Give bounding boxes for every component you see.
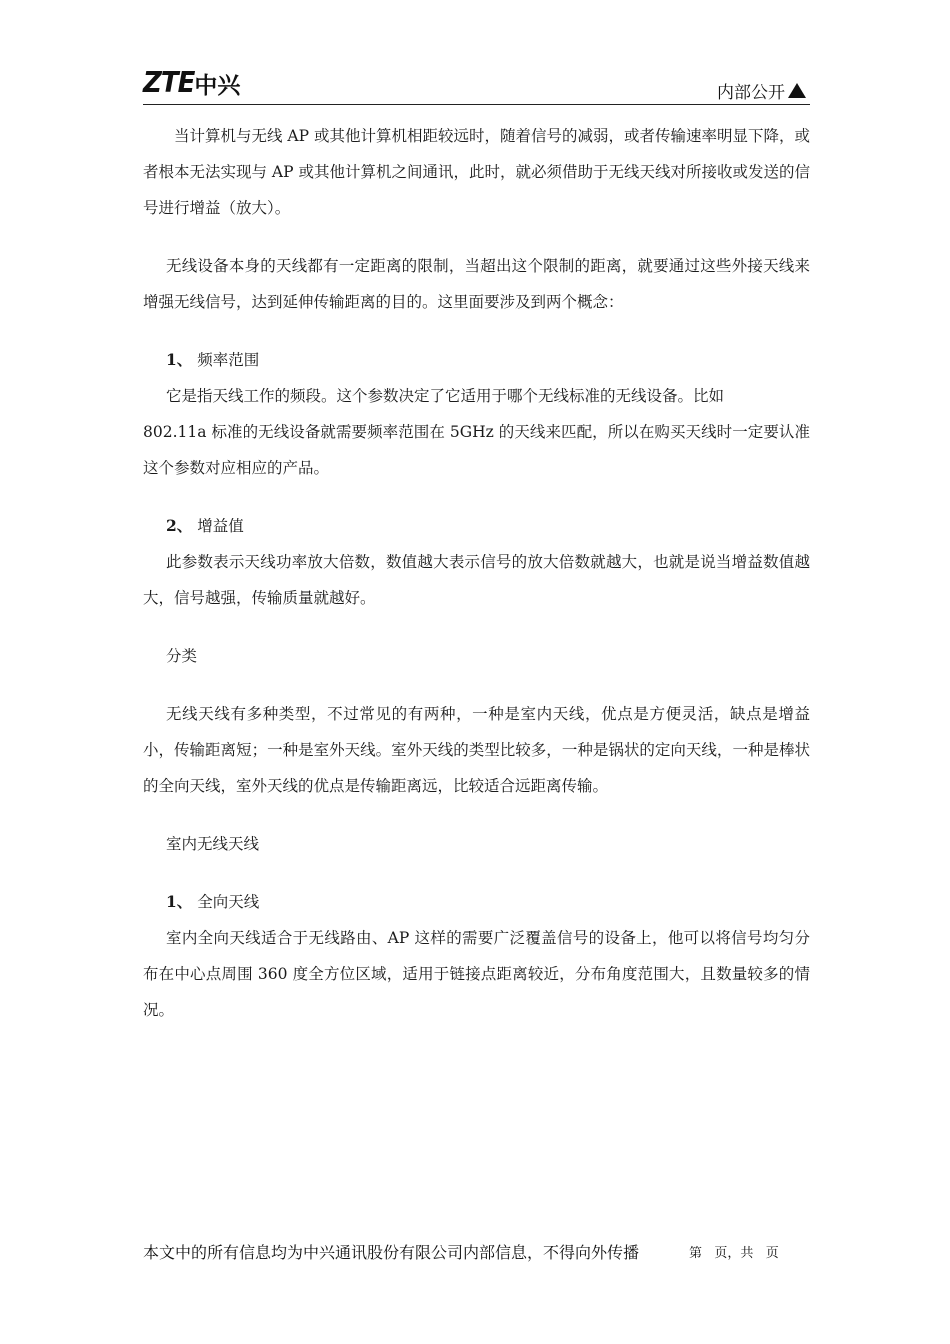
triangle-icon xyxy=(788,83,806,98)
item-title: 频率范围 xyxy=(197,351,260,369)
item-heading-omni xyxy=(143,884,810,920)
logo-cjk-text: 中兴 xyxy=(194,72,241,99)
zte-logo xyxy=(143,68,240,98)
paragraph-gain: 此参数表示天线功率放大倍数，数值越大表示信号的放大倍数就越大，也就是说当增益数值越大，信号越强，传输质量就越好。 xyxy=(143,553,810,607)
paragraph-omni: 室内全向天线适合于无线路由、AP 这样的需要广泛覆盖信号的设备上，他可以将信号均匀分布在中心点周围 360 度全方位区域，适用于链接点距离较近，分布角度范围大，且数量较多的情况。 xyxy=(143,929,810,1019)
page-number: 第 页，共 页 xyxy=(689,1246,779,1261)
item-heading-gain xyxy=(143,508,810,544)
footer-notice: 本文中的所有信息均为中兴通讯股份有限公司内部信息，不得向外传播 xyxy=(143,1243,640,1262)
paragraph-range-limit: 无线设备本身的天线都有一定距离的限制，当超出这个限制的距离，就要通过这些外接天线来增强无线信号，达到延伸传输距离的目的。这里面要涉及到两个概念： xyxy=(143,257,810,311)
paragraph-frequency-a: 它是指天线工作的频段。这个参数决定了它适用于哪个无线标准的无线设备。比如 xyxy=(166,387,725,405)
header-divider xyxy=(143,104,810,105)
section-heading-indoor: 室内无线天线 xyxy=(166,835,260,853)
section-heading-classification: 分类 xyxy=(166,647,198,665)
page-header xyxy=(143,66,810,106)
document-body xyxy=(143,118,810,1028)
page-footer xyxy=(143,1240,810,1263)
paragraph-intro: 当计算机与无线 AP 或其他计算机相距较远时，随着信号的减弱，或者传输速率明显下降，或者根本无法实现与 AP 或其他计算机之间通讯，此时，就必须借助于无线天线对所接收或发送的信号进行增益（放大）。 xyxy=(143,127,810,217)
logo-latin-text: ZTE xyxy=(143,66,195,100)
item-title: 增益值 xyxy=(197,517,244,535)
classification-text: 内部公开 xyxy=(717,83,785,103)
item-heading-frequency xyxy=(143,342,810,378)
paragraph-classification: 无线天线有多种类型，不过常见的有两种，一种是室内天线，优点是方便灵活，缺点是增益小，传输距离短；一种是室外天线。室外天线的类型比较多，一种是锅状的定向天线，一种是棒状的全向天线，室外天线的优点是传输距离远，比较适合远距离传输。 xyxy=(143,705,810,795)
item-number: 1、 xyxy=(166,350,193,369)
item-title: 全向天线 xyxy=(197,893,260,911)
item-number: 1、 xyxy=(166,892,193,911)
classification-label xyxy=(717,78,806,103)
item-number: 2、 xyxy=(166,516,193,535)
paragraph-frequency-b: 802.11a 标准的无线设备就需要频率范围在 5GHz 的天线来匹配，所以在购买天线时一定要认准这个参数对应相应的产品。 xyxy=(143,423,810,477)
